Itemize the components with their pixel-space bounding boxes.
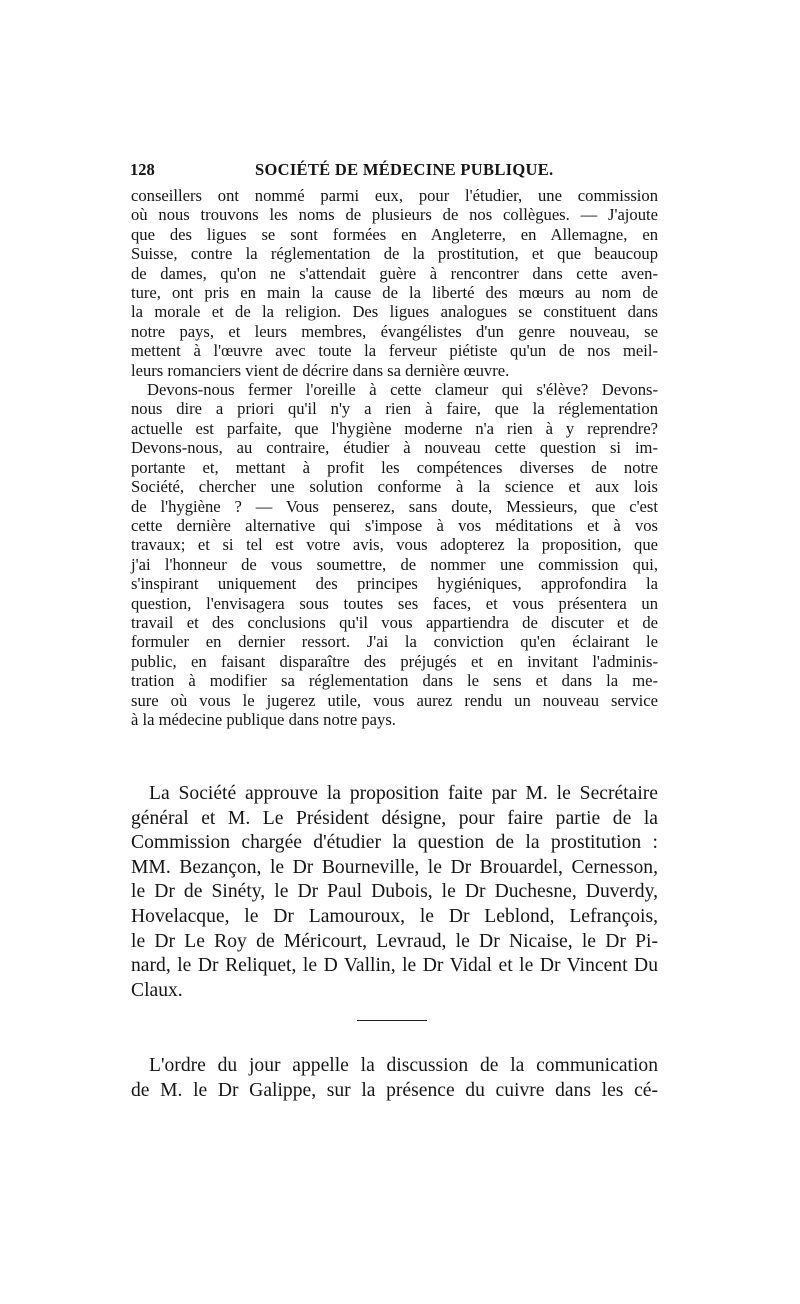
text-line: Devons-nous fermer l'oreille à cette clameur qui s'élève? Devons- (147, 380, 658, 400)
text-line: leurs romanciers vient de décrire dans sa dernière œuvre. (131, 360, 510, 380)
text-line: tration à modifier sa réglementation dans le sens et dans la me- (131, 671, 658, 691)
text-line: mettent à l'œuvre avec toute la ferveur piétiste qu'un de nos meil- (131, 341, 658, 361)
text-line: travail et des conclusions qu'il vous appartiendra de discuter et de (131, 612, 658, 632)
text-line: Commission chargée d'étudier la question de la prostitution : (131, 832, 658, 854)
text-line: Hovelacque, le Dr Lamouroux, le Dr Leblond, Lefrançois, (131, 905, 658, 927)
text-line: à la médecine publique dans notre pays. (131, 709, 396, 729)
text-line: de M. le Dr Galippe, sur la présence du cuivre dans les cé- (131, 1079, 658, 1101)
text-line: travaux; et si tel est votre avis, vous adopterez la proposition, que (131, 535, 658, 555)
running-head (130, 160, 657, 186)
section-separator (357, 1020, 427, 1021)
text-line: sure où vous le jugerez utile, vous aurez rendu un nouveau service (131, 690, 658, 710)
body-paragraph-block (131, 186, 658, 729)
text-line: la morale et de la religion. Des ligues analogues se constituent dans (131, 302, 658, 322)
text-line: nard, le Dr Reliquet, le D Vallin, le Dr Vidal et le Dr Vincent Du (131, 955, 658, 977)
text-line: Société, chercher une solution conforme à la science et aux lois (131, 477, 658, 497)
text-line: L'ordre du jour appelle la discussion de la communication (149, 1055, 658, 1076)
text-line: j'ai l'honneur de vous soumettre, de nommer une commission qui, (131, 554, 658, 574)
text-line: ture, ont pris en main la cause de la liberté des mœurs au nom de (131, 283, 658, 303)
text-line: le Dr de Sinéty, le Dr Paul Dubois, le Dr Duchesne, Duverdy, (131, 881, 658, 903)
text-line: s'inspirant uniquement des principes hygiéniques, approfondira la (131, 574, 658, 594)
text-line: Claux. (131, 979, 183, 1001)
text-line: le Dr Le Roy de Méricourt, Levraud, le Dr Nicaise, le Dr Pi- (131, 930, 658, 952)
text-line: portante et, mettant à profit les compétences diverses de notre (131, 457, 658, 477)
text-line: La Société approuve la proposition faite par M. le Secrétaire (149, 783, 658, 804)
text-line: question, l'envisagera sous toutes ses faces, et vous présentera un (131, 593, 658, 613)
text-line: conseillers ont nommé parmi eux, pour l'étudier, une commission (131, 186, 658, 205)
text-line: Suisse, contre la réglementation de la prostitution, et que beaucoup (131, 244, 658, 264)
text-line: cette dernière alternative qui s'impose à vos méditations et à vos (131, 515, 658, 535)
text-line: actuelle est parfaite, que l'hygiène moderne n'a rien à y reprendre? (131, 418, 658, 438)
text-line: que des ligues se sont formées en Angleterre, en Allemagne, en (131, 224, 658, 244)
text-line: où nous trouvons les noms de plusieurs de nos collègues. — J'ajoute (131, 205, 658, 225)
text-line: nous dire a priori qu'il n'y a rien à faire, que la réglementation (131, 399, 658, 419)
text-line: MM. Bezançon, le Dr Bourneville, le Dr Brouardel, Cernesson, (131, 856, 658, 878)
commission-paragraph (131, 782, 658, 1003)
text-line: Devons-nous, au contraire, étudier à nouveau cette question si im- (131, 438, 658, 458)
page-number: 128 (130, 160, 155, 179)
running-title: SOCIÉTÉ DE MÉDECINE PUBLIQUE. (255, 160, 554, 179)
text-line: notre pays, et leurs membres, évangélistes d'un genre nouveau, se (131, 321, 658, 341)
agenda-paragraph (131, 1054, 658, 1103)
text-line: public, en faisant disparaître des préjugés et en invitant l'adminis- (131, 651, 658, 671)
text-line: de l'hygiène ? — Vous penserez, sans doute, Messieurs, que c'est (131, 496, 658, 516)
text-line: de dames, qu'on ne s'attendait guère à rencontrer dans cette aven- (131, 263, 658, 283)
text-line: général et M. Le Président désigne, pour faire partie de la (131, 807, 658, 829)
text-line: formuler en dernier ressort. J'ai la conviction qu'en éclairant le (131, 632, 658, 652)
